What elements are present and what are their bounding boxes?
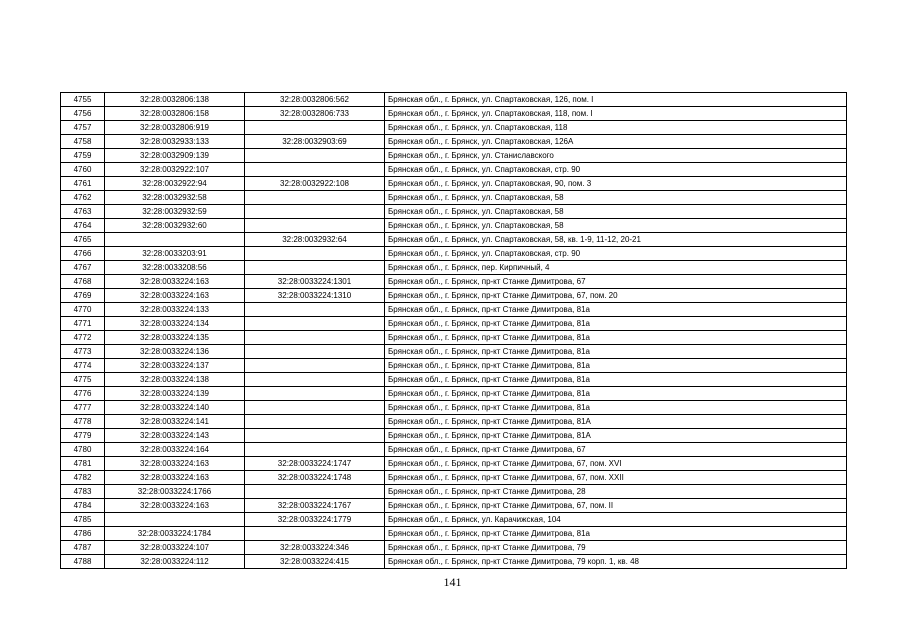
cadastral-number-cell: 32:28:0033224:163 — [105, 471, 245, 485]
address-cell: Брянская обл., г. Брянск, ул. Спартаковская, 118, пом. I — [385, 107, 847, 121]
address-cell: Брянская обл., г. Брянск, пер. Кирпичный, 4 — [385, 261, 847, 275]
address-cell: Брянская обл., г. Брянск, пр-кт Станке Димитрова, 81А — [385, 429, 847, 443]
cadastral-number-cell: 32:28:0033224:133 — [105, 303, 245, 317]
cadastral-number-cell: 32:28:0033224:1766 — [105, 485, 245, 499]
row-number-cell: 4760 — [61, 163, 105, 177]
table-row — [61, 107, 847, 121]
table-row — [61, 485, 847, 499]
row-number-cell: 4755 — [61, 93, 105, 107]
cadastral-number-cell: 32:28:0033224:164 — [105, 443, 245, 457]
cadastral-number-cell: 32:28:0033224:140 — [105, 401, 245, 415]
address-cell: Брянская обл., г. Брянск, ул. Спартаковская, 126А — [385, 135, 847, 149]
row-number-cell: 4778 — [61, 415, 105, 429]
table-row — [61, 499, 847, 513]
row-number-cell: 4761 — [61, 177, 105, 191]
cadastral-number-cell: 32:28:0032922:107 — [105, 163, 245, 177]
cadastral-number-cell: 32:28:0032932:60 — [105, 219, 245, 233]
row-number-cell: 4756 — [61, 107, 105, 121]
address-cell: Брянская обл., г. Брянск, ул. Спартаковская, 118 — [385, 121, 847, 135]
object-cadastral-number-cell — [245, 527, 385, 541]
table-row — [61, 555, 847, 569]
row-number-cell: 4763 — [61, 205, 105, 219]
object-cadastral-number-cell: 32:28:0033224:1779 — [245, 513, 385, 527]
cadastral-number-cell: 32:28:0033224:138 — [105, 373, 245, 387]
row-number-cell: 4777 — [61, 401, 105, 415]
object-cadastral-number-cell — [245, 219, 385, 233]
address-cell: Брянская обл., г. Брянск, ул. Спартаковская, 58 — [385, 191, 847, 205]
table-row — [61, 345, 847, 359]
row-number-cell: 4785 — [61, 513, 105, 527]
row-number-cell: 4786 — [61, 527, 105, 541]
object-cadastral-number-cell: 32:28:0032903:69 — [245, 135, 385, 149]
address-cell: Брянская обл., г. Брянск, пр-кт Станке Димитрова, 81а — [385, 317, 847, 331]
row-number-cell: 4769 — [61, 289, 105, 303]
address-cell: Брянская обл., г. Брянск, ул. Карачижская, 104 — [385, 513, 847, 527]
table-row — [61, 205, 847, 219]
object-cadastral-number-cell: 32:28:0033224:1301 — [245, 275, 385, 289]
table-row — [61, 471, 847, 485]
row-number-cell: 4772 — [61, 331, 105, 345]
object-cadastral-number-cell — [245, 261, 385, 275]
address-cell: Брянская обл., г. Брянск, пр-кт Станке Димитрова, 67 — [385, 275, 847, 289]
object-cadastral-number-cell: 32:28:0033224:1767 — [245, 499, 385, 513]
address-cell: Брянская обл., г. Брянск, пр-кт Станке Димитрова, 81а — [385, 387, 847, 401]
cadastral-number-cell: 32:28:0032806:158 — [105, 107, 245, 121]
cadastral-number-cell: 32:28:0032806:919 — [105, 121, 245, 135]
cadastral-number-cell: 32:28:0032932:59 — [105, 205, 245, 219]
cadastral-number-cell: 32:28:0032909:139 — [105, 149, 245, 163]
table-row — [61, 163, 847, 177]
object-cadastral-number-cell — [245, 149, 385, 163]
row-number-cell: 4771 — [61, 317, 105, 331]
cadastral-number-cell: 32:28:0033224:139 — [105, 387, 245, 401]
table-row — [61, 261, 847, 275]
row-number-cell: 4782 — [61, 471, 105, 485]
row-number-cell: 4780 — [61, 443, 105, 457]
object-cadastral-number-cell — [245, 443, 385, 457]
address-cell: Брянская обл., г. Брянск, ул. Спартаковская, стр. 90 — [385, 163, 847, 177]
cadastral-number-cell: 32:28:0033224:135 — [105, 331, 245, 345]
row-number-cell: 4788 — [61, 555, 105, 569]
registry-table-body — [61, 93, 847, 569]
table-row — [61, 219, 847, 233]
table-row — [61, 331, 847, 345]
table-row — [61, 233, 847, 247]
row-number-cell: 4757 — [61, 121, 105, 135]
row-number-cell: 4776 — [61, 387, 105, 401]
address-cell: Брянская обл., г. Брянск, пр-кт Станке Димитрова, 81а — [385, 527, 847, 541]
table-row — [61, 443, 847, 457]
address-cell: Брянская обл., г. Брянск, пр-кт Станке Димитрова, 81А — [385, 415, 847, 429]
table-row — [61, 191, 847, 205]
address-cell: Брянская обл., г. Брянск, пр-кт Станке Димитрова, 81а — [385, 401, 847, 415]
cadastral-number-cell: 32:28:0033224:143 — [105, 429, 245, 443]
object-cadastral-number-cell — [245, 331, 385, 345]
object-cadastral-number-cell — [245, 387, 385, 401]
object-cadastral-number-cell: 32:28:0033224:1747 — [245, 457, 385, 471]
object-cadastral-number-cell — [245, 247, 385, 261]
object-cadastral-number-cell: 32:28:0032932:64 — [245, 233, 385, 247]
cadastral-number-cell: 32:28:0033224:163 — [105, 457, 245, 471]
table-row — [61, 373, 847, 387]
address-cell: Брянская обл., г. Брянск, пр-кт Станке Димитрова, 67 — [385, 443, 847, 457]
address-cell: Брянская обл., г. Брянск, пр-кт Станке Димитрова, 81а — [385, 373, 847, 387]
row-number-cell: 4765 — [61, 233, 105, 247]
address-cell: Брянская обл., г. Брянск, пр-кт Станке Димитрова, 81а — [385, 331, 847, 345]
object-cadastral-number-cell — [245, 359, 385, 373]
row-number-cell: 4768 — [61, 275, 105, 289]
object-cadastral-number-cell: 32:28:0033224:1748 — [245, 471, 385, 485]
row-number-cell: 4784 — [61, 499, 105, 513]
object-cadastral-number-cell — [245, 205, 385, 219]
cadastral-number-cell: 32:28:0032932:58 — [105, 191, 245, 205]
table-row — [61, 289, 847, 303]
row-number-cell: 4787 — [61, 541, 105, 555]
object-cadastral-number-cell: 32:28:0032806:562 — [245, 93, 385, 107]
address-cell: Брянская обл., г. Брянск, пр-кт Станке Димитрова, 79 — [385, 541, 847, 555]
table-row — [61, 93, 847, 107]
object-cadastral-number-cell — [245, 345, 385, 359]
table-row — [61, 149, 847, 163]
cadastral-number-cell: 32:28:0033224:163 — [105, 275, 245, 289]
cadastral-number-cell: 32:28:0033224:137 — [105, 359, 245, 373]
table-row — [61, 387, 847, 401]
cadastral-number-cell: 32:28:0032806:138 — [105, 93, 245, 107]
address-cell: Брянская обл., г. Брянск, пр-кт Станке Димитрова, 28 — [385, 485, 847, 499]
row-number-cell: 4759 — [61, 149, 105, 163]
address-cell: Брянская обл., г. Брянск, пр-кт Станке Димитрова, 67, пом. II — [385, 499, 847, 513]
address-cell: Брянская обл., г. Брянск, пр-кт Станке Димитрова, 79 корп. 1, кв. 48 — [385, 555, 847, 569]
address-cell: Брянская обл., г. Брянск, пр-кт Станке Димитрова, 67, пом. XVI — [385, 457, 847, 471]
table-row — [61, 247, 847, 261]
object-cadastral-number-cell — [245, 191, 385, 205]
row-number-cell: 4770 — [61, 303, 105, 317]
table-row — [61, 177, 847, 191]
object-cadastral-number-cell — [245, 317, 385, 331]
table-row — [61, 401, 847, 415]
address-cell: Брянская обл., г. Брянск, ул. Спартаковская, стр. 90 — [385, 247, 847, 261]
address-cell: Брянская обл., г. Брянск, ул. Станиславского — [385, 149, 847, 163]
object-cadastral-number-cell: 32:28:0032922:108 — [245, 177, 385, 191]
address-cell: Брянская обл., г. Брянск, ул. Спартаковская, 58 — [385, 205, 847, 219]
table-row — [61, 513, 847, 527]
table-row — [61, 429, 847, 443]
cadastral-number-cell: 32:28:0033224:107 — [105, 541, 245, 555]
table-row — [61, 457, 847, 471]
row-number-cell: 4764 — [61, 219, 105, 233]
object-cadastral-number-cell — [245, 303, 385, 317]
object-cadastral-number-cell: 32:28:0033224:415 — [245, 555, 385, 569]
row-number-cell: 4773 — [61, 345, 105, 359]
address-cell: Брянская обл., г. Брянск, пр-кт Станке Димитрова, 81а — [385, 345, 847, 359]
table-row — [61, 317, 847, 331]
cadastral-number-cell: 32:28:0033203:91 — [105, 247, 245, 261]
address-cell: Брянская обл., г. Брянск, пр-кт Станке Димитрова, 67, пом. XXII — [385, 471, 847, 485]
object-cadastral-number-cell — [245, 429, 385, 443]
object-cadastral-number-cell: 32:28:0033224:346 — [245, 541, 385, 555]
address-cell: Брянская обл., г. Брянск, ул. Спартаковская, 58, кв. 1-9, 11-12, 20-21 — [385, 233, 847, 247]
table-row — [61, 135, 847, 149]
table-row — [61, 541, 847, 555]
page-number: 141 — [443, 575, 462, 589]
cadastral-number-cell: 32:28:0033224:136 — [105, 345, 245, 359]
row-number-cell: 4766 — [61, 247, 105, 261]
object-cadastral-number-cell — [245, 485, 385, 499]
table-row — [61, 121, 847, 135]
cadastral-number-cell: 32:28:0033224:141 — [105, 415, 245, 429]
object-cadastral-number-cell — [245, 401, 385, 415]
row-number-cell: 4783 — [61, 485, 105, 499]
cadastral-number-cell: 32:28:0033224:134 — [105, 317, 245, 331]
cadastral-number-cell — [105, 233, 245, 247]
address-cell: Брянская обл., г. Брянск, пр-кт Станке Димитрова, 81а — [385, 303, 847, 317]
address-cell: Брянская обл., г. Брянск, пр-кт Станке Димитрова, 67, пом. 20 — [385, 289, 847, 303]
table-row — [61, 303, 847, 317]
table-row — [61, 275, 847, 289]
row-number-cell: 4775 — [61, 373, 105, 387]
row-number-cell: 4779 — [61, 429, 105, 443]
object-cadastral-number-cell — [245, 373, 385, 387]
registry-table — [60, 92, 847, 569]
table-row — [61, 527, 847, 541]
table-row — [61, 415, 847, 429]
table-row — [61, 359, 847, 373]
object-cadastral-number-cell: 32:28:0033224:1310 — [245, 289, 385, 303]
cadastral-number-cell: 32:28:0033224:1784 — [105, 527, 245, 541]
row-number-cell: 4767 — [61, 261, 105, 275]
cadastral-number-cell — [105, 513, 245, 527]
object-cadastral-number-cell — [245, 163, 385, 177]
cadastral-number-cell: 32:28:0033224:112 — [105, 555, 245, 569]
address-cell: Брянская обл., г. Брянск, ул. Спартаковская, 90, пом. 3 — [385, 177, 847, 191]
cadastral-number-cell: 32:28:0032933:133 — [105, 135, 245, 149]
row-number-cell: 4758 — [61, 135, 105, 149]
cadastral-number-cell: 32:28:0032922:94 — [105, 177, 245, 191]
object-cadastral-number-cell — [245, 121, 385, 135]
row-number-cell: 4781 — [61, 457, 105, 471]
address-cell: Брянская обл., г. Брянск, ул. Спартаковская, 58 — [385, 219, 847, 233]
address-cell: Брянская обл., г. Брянск, ул. Спартаковская, 126, пом. I — [385, 93, 847, 107]
row-number-cell: 4762 — [61, 191, 105, 205]
address-cell: Брянская обл., г. Брянск, пр-кт Станке Димитрова, 81а — [385, 359, 847, 373]
object-cadastral-number-cell — [245, 415, 385, 429]
cadastral-number-cell: 32:28:0033208:56 — [105, 261, 245, 275]
row-number-cell: 4774 — [61, 359, 105, 373]
cadastral-number-cell: 32:28:0033224:163 — [105, 289, 245, 303]
object-cadastral-number-cell: 32:28:0032806:733 — [245, 107, 385, 121]
cadastral-number-cell: 32:28:0033224:163 — [105, 499, 245, 513]
